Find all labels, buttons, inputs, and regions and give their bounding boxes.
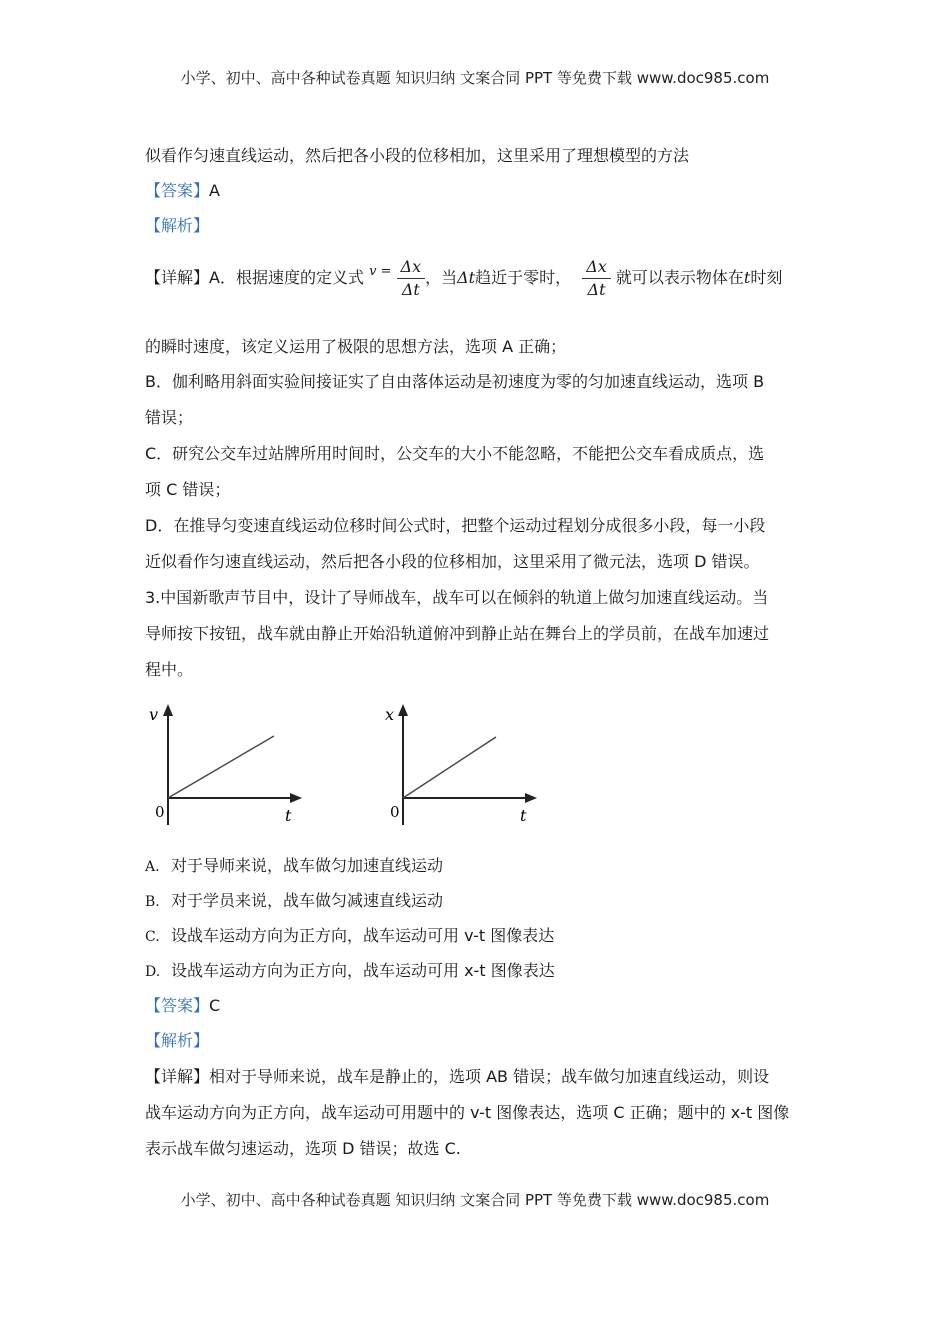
- analysis-tag: 【解析】: [145, 216, 210, 235]
- xt-origin: 0: [390, 803, 400, 821]
- analysis-tag: 【解析】: [145, 1031, 210, 1050]
- q3-analysis-tag: [145, 1030, 209, 1052]
- delta-ratio: $\frac{\Delta x}{\Delta t}$: [582, 258, 611, 299]
- xt-x-arrow: [525, 793, 537, 803]
- q3-detail-line3: 表示战车做匀速运动，选项 D 错误；故选 C.: [145, 1139, 461, 1158]
- prev-c-line2: 项 C 错误；: [145, 480, 231, 499]
- xt-graph: [375, 700, 555, 835]
- vt-y-label: v: [149, 705, 159, 724]
- option-b: B. 对于学员来说，战车做匀减速直线运动: [145, 891, 444, 910]
- xt-line: [403, 737, 496, 798]
- prev-b-line1: B．伽利略用斜面实验间接证实了自由落体运动是初速度为零的匀加速直线运动，选项 B: [145, 372, 765, 391]
- answer-value: A: [209, 181, 220, 200]
- q3-stem-line2: 导师按下按钮，战车就由静止开始沿轨道俯冲到静止站在舞台上的学员前，在战车加速过: [145, 624, 770, 643]
- prev-tail-line: 似看作匀速直线运动，然后把各小段的位移相加，这里采用了理想模型的方法: [145, 146, 690, 165]
- q3-answer: [145, 995, 220, 1017]
- option-d: D. 设战车运动方向为正方向，战车运动可用 x-t 图像表达: [145, 961, 555, 980]
- prev-d-line2: 近似看作匀速直线运动，然后把各小段的位移相加，这里采用了微元法，选项 D 错误。: [145, 552, 760, 571]
- prev-detail-a-line1: 【详解】A．根据速度的定义式 $^{v =}$ $\frac{\Delta x}{\Delta t}$ ，当Δt趋近于零时， $\frac{\Delta x}{\Delta t}$ 就可以表示物体在t时刻: [145, 257, 783, 299]
- option-c: C. 设战车运动方向为正方向，战车运动可用 v-t 图像表达: [145, 926, 555, 945]
- answer-value: C: [209, 996, 221, 1015]
- detail-tag: 【详解】: [145, 268, 210, 287]
- page-header: 小学、初中、高中各种试卷真题 知识归纳 文案合同 PPT 等免费下载 www.doc985.com: [180, 69, 770, 87]
- q3-stem-line3: 程中。: [145, 660, 194, 679]
- formula-v: v =: [369, 264, 392, 279]
- vt-line: [168, 736, 274, 798]
- velocity-formula: $\frac{\Delta x}{\Delta t}$: [397, 258, 426, 299]
- xt-y-arrow: [398, 704, 408, 716]
- answer-tag: 【答案】: [145, 996, 210, 1015]
- answer-tag: 【答案】: [145, 181, 210, 200]
- detail-tag: 【详解】: [145, 1067, 210, 1086]
- vt-graph: [140, 700, 320, 835]
- q3-detail-line1: 【详解】相对于导师来说，战车是静止的，选项 AB 错误；战车做匀加速直线运动，则设: [145, 1067, 770, 1086]
- prev-c-line1: C．研究公交车过站牌所用时间时，公交车的大小不能忽略，不能把公交车看成质点，选: [145, 444, 765, 463]
- xt-y-label: x: [385, 705, 395, 724]
- q3-stem-line1: 3.中国新歌声节目中，设计了导师战车，战车可以在倾斜的轨道上做匀加速直线运动。当: [145, 588, 769, 607]
- prev-answer: [145, 180, 220, 202]
- prev-d-line1: D．在推导匀变速直线运动位移时间公式时，把整个运动过程划分成很多小段，每一小段: [145, 516, 766, 535]
- vt-origin: 0: [155, 803, 165, 821]
- page-footer: 小学、初中、高中各种试卷真题 知识归纳 文案合同 PPT 等免费下载 www.doc985.com: [180, 1191, 770, 1209]
- vt-y-arrow: [163, 704, 173, 716]
- prev-analysis-tag: [145, 215, 209, 237]
- xt-x-label: t: [520, 806, 527, 825]
- q3-detail-line2: 战车运动方向为正方向，战车运动可用题中的 v-t 图像表达，选项 C 正确；题中的 x-t 图像: [145, 1103, 790, 1122]
- prev-b-line2: 错误；: [145, 408, 194, 427]
- prev-a-line2: 的瞬时速度，该定义运用了极限的思想方法，选项 A 正确；: [145, 337, 567, 356]
- option-a: A. 对于导师来说，战车做匀加速直线运动: [145, 856, 444, 875]
- vt-x-arrow: [290, 793, 302, 803]
- vt-x-label: t: [285, 806, 292, 825]
